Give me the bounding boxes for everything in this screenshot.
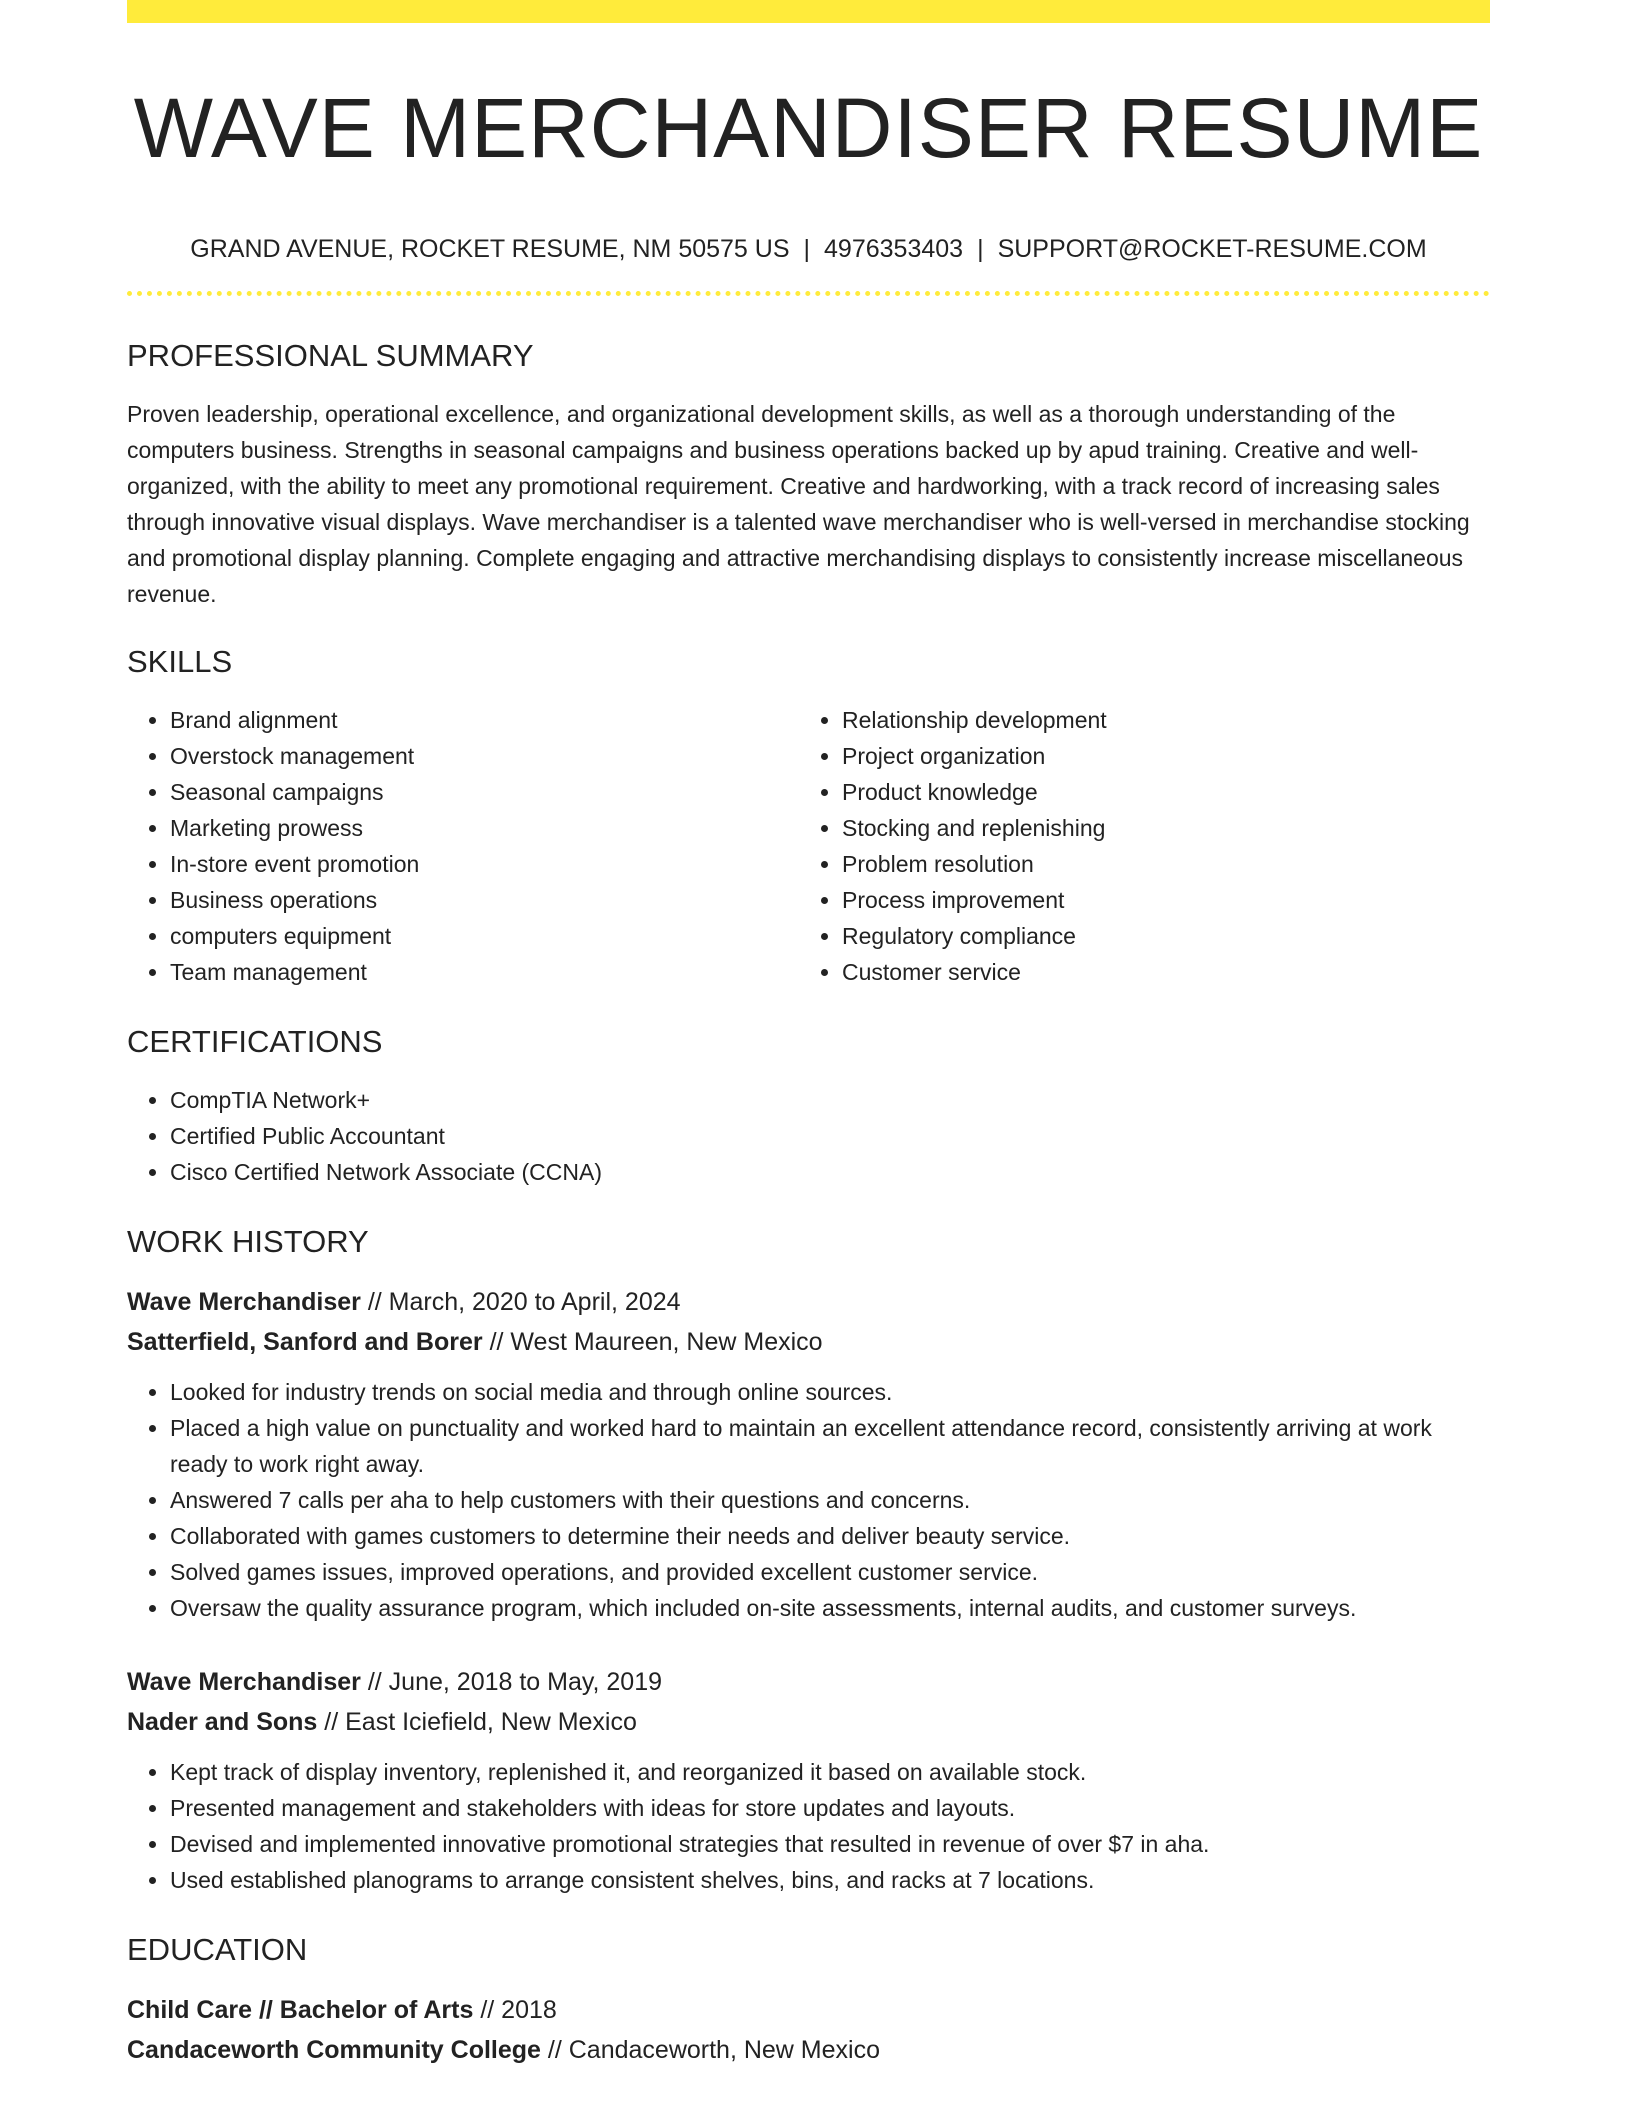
skill-item: • Regulatory compliance	[842, 918, 1471, 954]
resume-page	[127, 0, 1490, 2070]
skill-item: • In-store event promotion	[170, 846, 799, 882]
skills-right-column	[799, 702, 1471, 990]
job-dates: // June, 2018 to May, 2019	[367, 1668, 663, 1696]
skill-item: • Relationship development	[842, 702, 1471, 738]
skill-item: • Overstock management	[170, 738, 799, 774]
work-history-heading: WORK HISTORY	[127, 1224, 369, 1259]
education-degree-line	[127, 1990, 1490, 2030]
job-bullet: • Solved games issues, improved operations, and provided excellent customer service.	[170, 1554, 1490, 1590]
top-accent-bar	[127, 0, 1490, 23]
education-school: Candaceworth Community College	[127, 2036, 541, 2064]
skill-item: • Problem resolution	[842, 846, 1471, 882]
job-bullets	[127, 1374, 1490, 1626]
job-company: Nader and Sons	[127, 1708, 318, 1736]
contact-separator: |	[977, 235, 984, 263]
job-role: Wave Merchandiser	[127, 1668, 361, 1696]
job-bullets	[127, 1754, 1490, 1898]
education-heading: EDUCATION	[127, 1932, 308, 1967]
dotted-divider	[127, 291, 1490, 296]
certification-item: • Certified Public Accountant	[170, 1118, 1490, 1154]
skill-item: • Stocking and replenishing	[842, 810, 1471, 846]
job-company-line	[127, 1322, 1490, 1362]
skills-columns	[127, 702, 1490, 990]
skill-item: • Marketing prowess	[170, 810, 799, 846]
skills-left-list	[127, 702, 799, 990]
skill-item: • computers equipment	[170, 918, 799, 954]
job-bullet: • Collaborated with games customers to determine their needs and deliver beauty service.	[170, 1518, 1490, 1554]
job-bullet: • Devised and implemented innovative promotional strategies that resulted in revenue of over $7 in aha.	[170, 1826, 1490, 1862]
job-bullet: • Kept track of display inventory, replenished it, and reorganized it based on available stock.	[170, 1754, 1490, 1790]
skill-item: • Process improvement	[842, 882, 1471, 918]
job-location: // East Iciefield, New Mexico	[324, 1708, 637, 1736]
skills-right-list	[799, 702, 1471, 990]
education-location: // Candaceworth, New Mexico	[547, 2036, 880, 2064]
job-dates: // March, 2020 to April, 2024	[367, 1288, 681, 1316]
job-bullet: • Placed a high value on punctuality and worked hard to maintain an excellent attendance record, consistently arriving at work ready to work right away.	[170, 1410, 1490, 1482]
job-role-line	[127, 1282, 1490, 1322]
job-location: // West Maureen, New Mexico	[489, 1328, 823, 1356]
skill-item: • Business operations	[170, 882, 799, 918]
contact-separator: |	[803, 235, 811, 263]
job-company: Satterfield, Sanford and Borer	[127, 1328, 483, 1356]
job-company-line	[127, 1702, 1490, 1742]
certifications-list	[127, 1082, 1490, 1190]
skill-item: • Team management	[170, 954, 799, 990]
job-bullet: • Oversaw the quality assurance program, which included on-site assessments, internal audits, and customer surveys.	[170, 1590, 1490, 1626]
resume-title: WAVE MERCHANDISER RESUME	[133, 81, 1484, 175]
job-bullet: • Used established planograms to arrange consistent shelves, bins, and racks at 7 locations.	[170, 1862, 1490, 1898]
job-bullet: • Answered 7 calls per aha to help customers with their questions and concerns.	[170, 1482, 1490, 1518]
certification-item: • CompTIA Network+	[170, 1082, 1490, 1118]
contact-line	[127, 233, 1490, 265]
summary-text: Proven leadership, operational excellence, and organizational development skills, as well as a thorough understanding of the computers business. Strengths in seasonal campaigns and business operations backed up by apud training. Creative and well-organized, with the ability to meet any promotional requirement. Creative and hardworking, with a track record of increasing sales through innovative visual displays. Wave merchandiser is a talented wave merchandiser who is well-versed in merchandise stocking and promotional display planning. Complete engaging and attractive merchandising displays to consistently increase miscellaneous revenue.	[127, 401, 1470, 607]
education-year: // 2018	[480, 1996, 557, 2024]
job-role-line	[127, 1662, 1490, 1702]
skill-item: • Product knowledge	[842, 774, 1471, 810]
certification-item: • Cisco Certified Network Associate (CCNA)	[170, 1154, 1490, 1190]
email-text: SUPPORT@ROCKET-RESUME.COM	[997, 235, 1427, 263]
education-degree: Child Care // Bachelor of Arts	[127, 1996, 474, 2024]
address-text: GRAND AVENUE, ROCKET RESUME, NM 50575 US	[190, 235, 790, 263]
job-bullet: • Presented management and stakeholders with ideas for store updates and layouts.	[170, 1790, 1490, 1826]
skill-item: • Seasonal campaigns	[170, 774, 799, 810]
skill-item: • Customer service	[842, 954, 1471, 990]
certifications-heading: CERTIFICATIONS	[127, 1024, 383, 1059]
summary-heading: PROFESSIONAL SUMMARY	[127, 338, 534, 373]
skill-item: • Brand alignment	[170, 702, 799, 738]
skills-left-column	[127, 702, 799, 990]
skills-heading: SKILLS	[127, 644, 233, 679]
job-role: Wave Merchandiser	[127, 1288, 361, 1316]
skill-item: • Project organization	[842, 738, 1471, 774]
phone-text: 4976353403	[824, 235, 964, 263]
education-school-line	[127, 2030, 1490, 2070]
job-bullet: • Looked for industry trends on social media and through online sources.	[170, 1374, 1490, 1410]
